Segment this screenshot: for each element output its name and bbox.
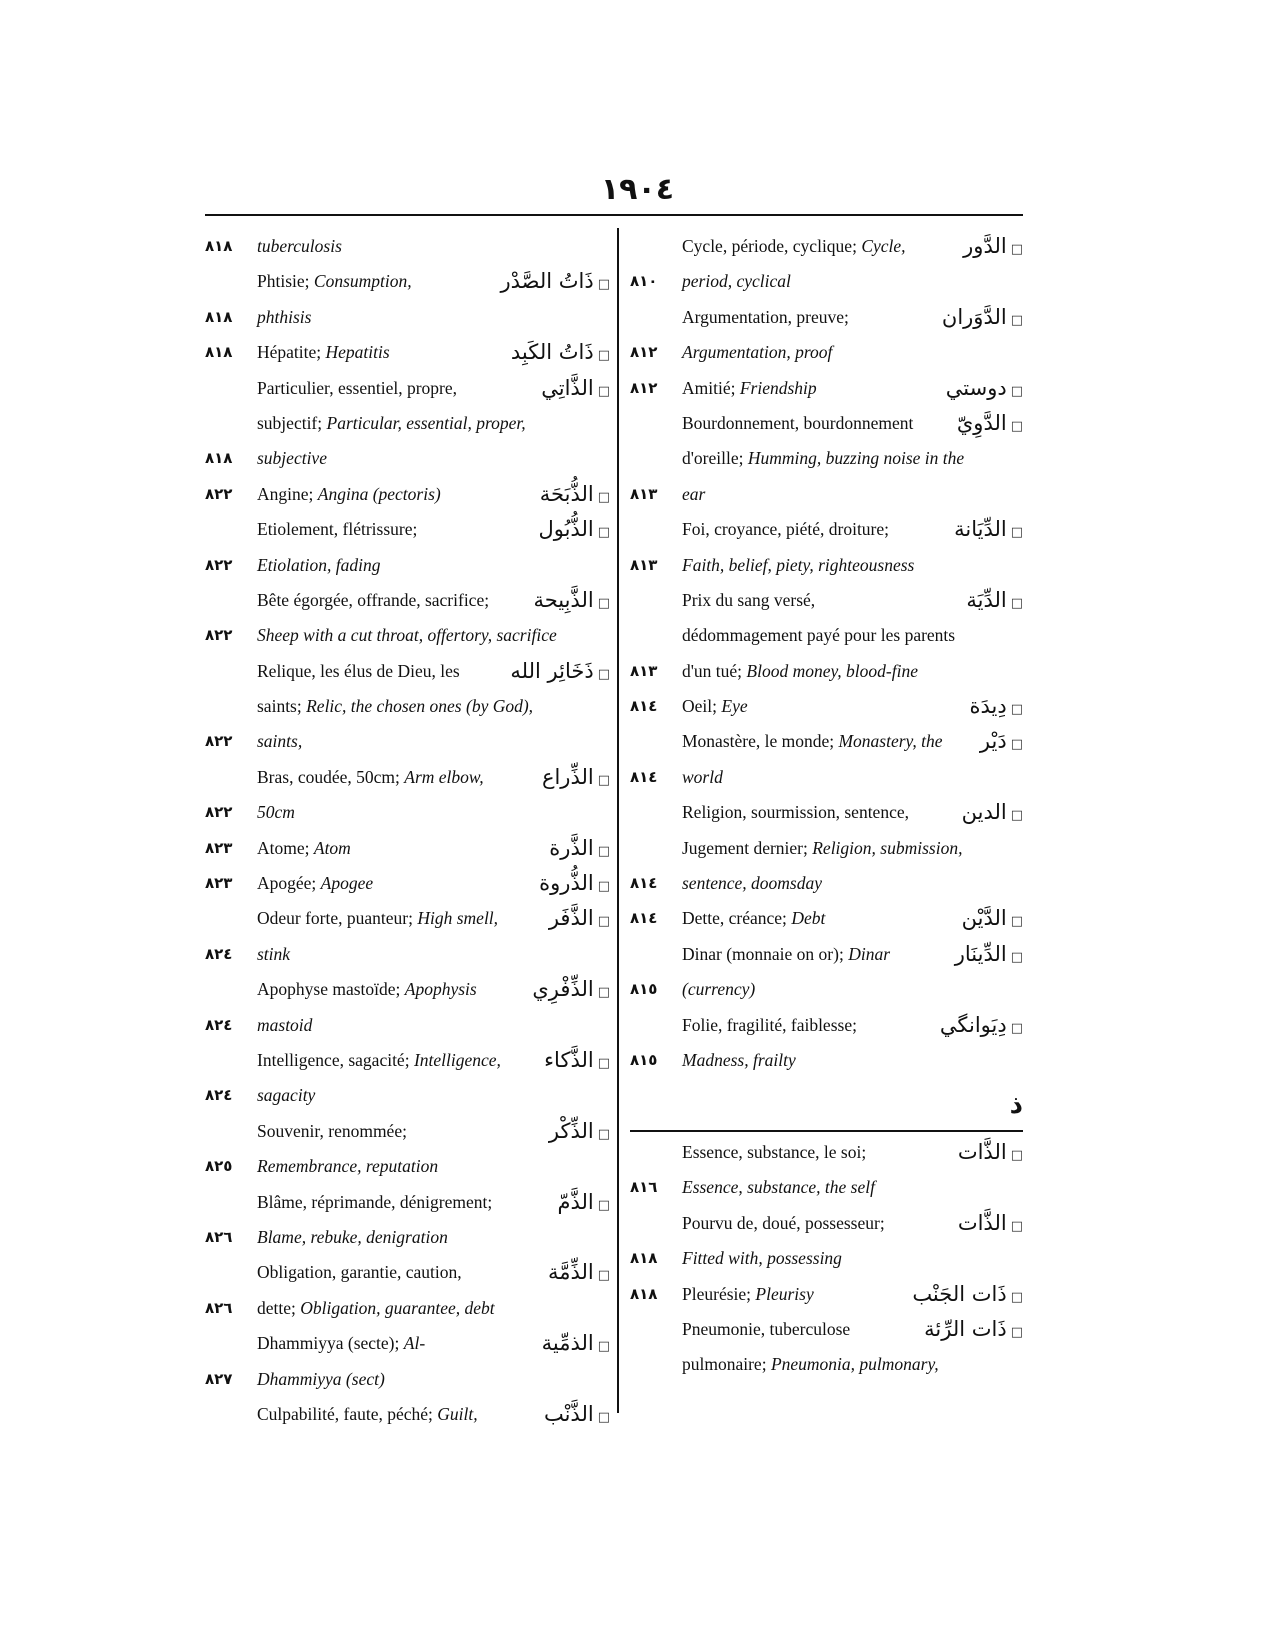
square-bullet-icon: □ (1010, 1289, 1023, 1305)
entry-line (205, 1220, 610, 1255)
definition-text: Odeur forte, puanteur; High smell, (257, 908, 499, 929)
headword-text: الذَّمّ (557, 1189, 594, 1214)
headword-text: ذَات الجَنْب (912, 1281, 1007, 1306)
definition-text: Intelligence, sagacité; Intelligence, (257, 1049, 501, 1070)
arabic-headword (549, 901, 610, 939)
headword-text: الدَّور (963, 234, 1007, 258)
square-bullet-icon: □ (1010, 1020, 1023, 1036)
definition-text: Pleurésie; Pleurisy (682, 1283, 814, 1304)
arabic-headword (557, 1185, 610, 1223)
arabic-headword (544, 1397, 610, 1435)
square-bullet-icon: □ (597, 383, 610, 399)
entry-line (205, 724, 610, 759)
definition-text: phthisis (257, 306, 312, 327)
definition-text: Etiolation, fading (257, 554, 381, 575)
page-reference: ٨١٤ (630, 874, 658, 893)
page-reference: ٨١٠ (630, 272, 658, 291)
headword-text: الذَّرة (549, 835, 594, 860)
entry-line (205, 1291, 610, 1326)
entry-line (630, 760, 1023, 795)
entry-line (630, 1170, 1023, 1205)
entry-line (630, 937, 1023, 972)
definition-text: Amitié; Friendship (682, 377, 817, 398)
entry-line (630, 831, 1023, 866)
headword-text: الذُّروة (539, 871, 594, 896)
arabic-headword (549, 1114, 610, 1152)
definition-text: Folie, fragilité, faiblesse; (682, 1014, 857, 1035)
definition-text: sentence, doomsday (682, 873, 822, 894)
headword-text: دِيَوانگي (939, 1012, 1007, 1037)
headword-text: الدِّيَة (966, 587, 1007, 612)
arabic-headword (532, 972, 610, 1010)
arabic-headword (549, 831, 610, 869)
definition-text: subjectif; Particular, essential, proper, (257, 412, 526, 433)
headword-text: دِيدَة (969, 694, 1007, 719)
page-reference: ٨٢٤ (205, 1015, 233, 1034)
entry-line (630, 477, 1023, 512)
entry-line (205, 760, 610, 795)
headword-text: الدين (961, 800, 1007, 825)
entry-line (630, 866, 1023, 901)
top-rule (205, 214, 1023, 216)
definition-text: subjective (257, 448, 327, 469)
definition-text: saints, (257, 731, 303, 752)
headword-text: الذِّراع (541, 764, 594, 789)
entry-line (205, 512, 610, 547)
arabic-headword (541, 371, 610, 409)
definition-text: Atome; Atom (257, 837, 351, 858)
definition-text: d'un tué; Blood money, blood-fine (682, 660, 918, 681)
entry-line (205, 901, 610, 936)
square-bullet-icon: □ (1010, 1324, 1023, 1340)
headword-text: دوستي (945, 375, 1007, 400)
square-bullet-icon: □ (1010, 737, 1023, 753)
arabic-headword (946, 371, 1023, 409)
square-bullet-icon: □ (597, 914, 610, 930)
definition-text: Monastère, le monde; Monastery, the (682, 731, 943, 752)
square-bullet-icon: □ (597, 879, 610, 895)
arabic-headword (538, 512, 610, 550)
square-bullet-icon: □ (597, 348, 610, 364)
arabic-headword (539, 866, 610, 904)
headword-text: الذُّبَحَة (539, 481, 594, 506)
square-bullet-icon: □ (597, 666, 610, 682)
entry-line (205, 1149, 610, 1184)
definition-text: world (682, 766, 723, 787)
entry-line (205, 689, 610, 724)
definition-text: dette; Obligation, guarantee, debt (257, 1297, 495, 1318)
section-letter-heading: ذ (1009, 1090, 1023, 1120)
page-reference: ٨٢٢ (205, 626, 233, 645)
page-number: ١٩٠٤ (600, 172, 675, 207)
square-bullet-icon: □ (1010, 595, 1023, 611)
page-reference: ٨١٤ (630, 909, 658, 928)
definition-text: Dinar (monnaie on or); Dinar (682, 943, 891, 964)
headword-text: الدَّوِيّ (956, 410, 1007, 435)
entry-line (205, 477, 610, 512)
arabic-headword (544, 1043, 610, 1081)
definition-text: Sheep with a cut throat, offertory, sacrifice (257, 625, 557, 646)
definition-text: Etiolement, flétrissure; (257, 519, 418, 540)
entry-line (630, 1043, 1023, 1078)
square-bullet-icon: □ (597, 985, 610, 1001)
entry-line (630, 724, 1023, 759)
definition-text: Foi, croyance, piété, droiture; (682, 519, 890, 540)
entry-line (630, 1277, 1023, 1312)
definition-text: Relique, les élus de Dieu, les (257, 660, 460, 681)
definition-text: Pourvu de, doué, possesseur; (682, 1212, 885, 1233)
page-reference: ٨١٥ (630, 980, 658, 999)
definition-text: Argumentation, proof (682, 342, 833, 363)
entry-line (205, 1326, 610, 1361)
page-reference: ٨١٤ (630, 697, 658, 716)
square-bullet-icon: □ (597, 843, 610, 859)
entry-line (205, 229, 610, 264)
definition-text: Essence, substance, the self (682, 1177, 875, 1198)
definition-text: dédommagement payé pour les parents (682, 625, 956, 646)
arabic-headword (542, 1326, 610, 1364)
headword-text: الذَّبِيحة (533, 587, 594, 612)
arabic-headword (954, 512, 1023, 550)
entry-line (205, 406, 610, 441)
definition-text: Hépatite; Hepatitis (257, 342, 390, 363)
definition-text: Souvenir, renommée; (257, 1120, 407, 1141)
definition-text: period, cyclical (682, 271, 791, 292)
square-bullet-icon: □ (1010, 312, 1023, 328)
entry-line (205, 1078, 610, 1113)
square-bullet-icon: □ (597, 489, 610, 505)
headword-text: الذمِّية (541, 1331, 594, 1356)
entry-line (630, 1312, 1023, 1347)
square-bullet-icon: □ (1010, 1148, 1023, 1163)
page-reference: ٨٢٢ (205, 555, 233, 574)
entry-line (205, 548, 610, 583)
square-bullet-icon: □ (1010, 1218, 1023, 1234)
entry-line (205, 1362, 610, 1397)
arabic-headword (958, 1135, 1023, 1173)
arabic-headword (912, 1277, 1023, 1315)
entry-line (630, 512, 1023, 547)
definition-text: pulmonaire; Pneumonia, pulmonary, (682, 1354, 939, 1375)
entry-line (205, 1255, 610, 1290)
page-reference: ٨١٣ (630, 484, 658, 503)
definition-text: Obligation, garantie, caution, (257, 1262, 462, 1283)
definition-text: Jugement dernier; Religion, submission, (682, 837, 963, 858)
entry-line (205, 583, 610, 618)
entry-line (630, 583, 1023, 618)
square-bullet-icon: □ (597, 1339, 610, 1355)
arabic-headword (969, 689, 1023, 727)
definition-text: Phtisie; Consumption, (257, 271, 412, 292)
page-reference: ٨١٨ (630, 1284, 658, 1303)
page-reference: ٨١٨ (630, 1249, 658, 1268)
entry-line (205, 300, 610, 335)
arabic-headword (924, 1312, 1023, 1350)
definition-text: sagacity (257, 1085, 316, 1106)
page-reference: ٨٢٥ (205, 1157, 233, 1176)
entry-line (205, 335, 610, 370)
entry-line (205, 1008, 610, 1043)
entry-line (205, 618, 610, 653)
definition-text: Remembrance, reputation (257, 1156, 439, 1177)
square-bullet-icon: □ (597, 1055, 610, 1071)
definition-text: Culpabilité, faute, péché; Guilt, (257, 1403, 478, 1424)
arabic-headword (542, 760, 610, 798)
entry-line (630, 371, 1023, 406)
definition-text: Cycle, période, cyclique; Cycle, (682, 236, 906, 256)
entry-line (205, 866, 610, 901)
entry-line (630, 335, 1023, 370)
headword-text: ذَات الرِّئة (924, 1316, 1007, 1341)
entry-line (630, 795, 1023, 830)
square-bullet-icon: □ (1010, 914, 1023, 930)
square-bullet-icon: □ (1010, 808, 1023, 824)
entry-line (630, 972, 1023, 1007)
entry-line (205, 1114, 610, 1149)
entry-line (630, 229, 1023, 264)
page-reference: ٨٢٤ (205, 1086, 233, 1105)
entry-line (630, 264, 1023, 299)
square-bullet-icon: □ (597, 1197, 610, 1213)
definition-text: Pneumonie, tuberculose (682, 1318, 851, 1339)
definition-text: Bourdonnement, bourdonnement (682, 412, 914, 433)
headword-text: الذِّفْرِي (532, 977, 594, 1002)
entry-line (205, 831, 610, 866)
entry-line (205, 972, 610, 1007)
entry-line (630, 1206, 1023, 1241)
section-rule (630, 1130, 1023, 1132)
definition-text: Fitted with, possessing (682, 1248, 842, 1269)
page-reference: ٨٢٢ (205, 803, 233, 822)
definition-text: Particulier, essentiel, propre, (257, 377, 457, 398)
definition-text: Blâme, réprimande, dénigrement; (257, 1191, 493, 1212)
entry-line (630, 689, 1023, 724)
definition-text: Essence, substance, le soi; (682, 1142, 867, 1162)
page-reference: ٨١٤ (630, 767, 658, 786)
entry-line (205, 795, 610, 830)
page-reference: ٨١٥ (630, 1050, 658, 1069)
definition-text: stink (257, 943, 291, 964)
page-reference: ٨١٨ (205, 343, 233, 362)
page-reference: ٨٢٢ (205, 484, 233, 503)
page-reference: ٨١٢ (630, 378, 658, 397)
page-reference: ٨١٣ (630, 555, 658, 574)
page-reference: ٨٢٦ (205, 1298, 233, 1317)
square-bullet-icon: □ (1010, 383, 1023, 399)
headword-text: الدِّيَانة (954, 517, 1007, 542)
arabic-headword (540, 477, 610, 515)
page-reference: ٨٢٦ (205, 1227, 233, 1246)
square-bullet-icon: □ (597, 1126, 610, 1142)
entry-line (205, 937, 610, 972)
page-reference: ٨٢٣ (205, 838, 233, 857)
headword-text: الذُّبُول (538, 517, 594, 542)
arabic-headword (962, 901, 1023, 939)
arabic-headword (957, 406, 1023, 444)
entry-line (205, 441, 610, 476)
definition-text: 50cm (257, 802, 295, 823)
page-reference: ٨١٨ (205, 449, 233, 468)
definition-text: Bras, coudée, 50cm; Arm elbow, (257, 766, 484, 787)
headword-text: الذَّات (957, 1140, 1007, 1164)
headword-text: ذَخَائِر الله (510, 658, 594, 683)
right-column-section (630, 1135, 1023, 1383)
page-reference: ٨٢٢ (205, 732, 233, 751)
headword-text: الذِّمَّة (547, 1260, 594, 1285)
square-bullet-icon: □ (597, 277, 610, 293)
entry-line (205, 1397, 610, 1432)
entry-line (205, 1043, 610, 1078)
definition-text: mastoid (257, 1014, 313, 1035)
definition-text: tuberculosis (257, 236, 342, 256)
headword-text: الذَّكاء (544, 1047, 594, 1072)
arabic-headword (955, 937, 1023, 975)
headword-text: الذَّاتِي (541, 375, 594, 400)
page-reference: ٨٢٧ (205, 1369, 233, 1388)
headword-text: دَيْر (979, 729, 1007, 754)
page-reference: ٨١٢ (630, 343, 658, 362)
definition-text: Prix du sang versé, (682, 589, 816, 610)
square-bullet-icon: □ (1010, 702, 1023, 718)
entry-line (630, 406, 1023, 441)
page-reference: ٨١٨ (205, 237, 233, 255)
page-reference: ٨١٣ (630, 661, 658, 680)
entry-line (630, 1241, 1023, 1276)
entry-line (205, 654, 610, 689)
entry-line (205, 371, 610, 406)
entry-line (630, 1135, 1023, 1170)
page-reference: ٨١٦ (630, 1178, 658, 1197)
headword-text: الذَّنْب (543, 1401, 594, 1426)
page-reference: ٨٢٤ (205, 944, 233, 963)
definition-text: d'oreille; Humming, buzzing noise in the (682, 448, 965, 469)
headword-text: الدِّينَار (954, 941, 1007, 966)
page-reference: ٨٢٣ (205, 874, 233, 893)
definition-text: (currency) (682, 979, 756, 1000)
definition-text: Angine; Angina (pectoris) (257, 483, 441, 504)
entry-line (630, 441, 1023, 476)
entry-line (630, 1008, 1023, 1043)
definition-text: Religion, sourmission, sentence, (682, 802, 909, 823)
entry-line (630, 548, 1023, 583)
arabic-headword (980, 724, 1023, 762)
definition-text: Apophyse mastoïde; Apophysis (257, 979, 477, 1000)
page-reference: ٨١٨ (205, 307, 233, 326)
right-column (630, 229, 1023, 1078)
square-bullet-icon: □ (597, 595, 610, 611)
definition-text: Dhammiyya (sect) (257, 1368, 385, 1389)
arabic-headword (500, 264, 610, 302)
square-bullet-icon: □ (597, 772, 610, 788)
entry-line (630, 901, 1023, 936)
definition-text: Argumentation, preuve; (682, 306, 849, 327)
square-bullet-icon: □ (597, 1409, 610, 1425)
definition-text: saints; Relic, the chosen ones (by God), (257, 696, 534, 717)
definition-text: Blame, rebuke, denigration (257, 1226, 448, 1247)
headword-text: الدَّوَران (941, 304, 1007, 329)
definition-text: Dette, créance; Debt (682, 908, 826, 929)
arabic-headword (533, 583, 610, 621)
entry-line (630, 618, 1023, 653)
square-bullet-icon: □ (1010, 418, 1023, 434)
square-bullet-icon: □ (597, 525, 610, 541)
left-column (205, 229, 610, 1432)
column-divider (617, 228, 619, 1413)
headword-text: الذَّفَر (548, 906, 594, 931)
definition-text: Faith, belief, piety, righteousness (682, 554, 915, 575)
headword-text: الذِّكْر (548, 1118, 594, 1143)
arabic-headword (963, 229, 1023, 267)
definition-text: Dhammiyya (secte); Al- (257, 1333, 426, 1354)
square-bullet-icon: □ (1010, 242, 1023, 257)
definition-text: Bête égorgée, offrande, sacrifice; (257, 589, 490, 610)
definition-text: Madness, frailty (682, 1049, 796, 1070)
arabic-headword (958, 1206, 1023, 1244)
arabic-headword (940, 1008, 1023, 1046)
definition-text: Apogée; Apogee (257, 873, 374, 894)
arabic-headword (962, 795, 1023, 833)
entry-line (630, 654, 1023, 689)
entry-line (630, 1347, 1023, 1382)
entry-line (205, 264, 610, 299)
arabic-headword (966, 583, 1023, 621)
headword-text: ذَاتُ الصَّدْر (500, 269, 594, 294)
arabic-headword (511, 335, 610, 373)
entry-line (205, 1185, 610, 1220)
definition-text: Oeil; Eye (682, 696, 748, 717)
arabic-headword (510, 654, 610, 692)
square-bullet-icon: □ (597, 1268, 610, 1284)
arabic-headword (548, 1255, 610, 1293)
arabic-headword (942, 300, 1023, 338)
headword-text: الدَّيْن (961, 906, 1007, 931)
entry-line (630, 300, 1023, 335)
square-bullet-icon: □ (1010, 949, 1023, 965)
square-bullet-icon: □ (1010, 525, 1023, 541)
definition-text: ear (682, 483, 706, 504)
headword-text: ذَاتُ الكَبِد (510, 340, 594, 365)
headword-text: الذَّات (957, 1210, 1007, 1235)
